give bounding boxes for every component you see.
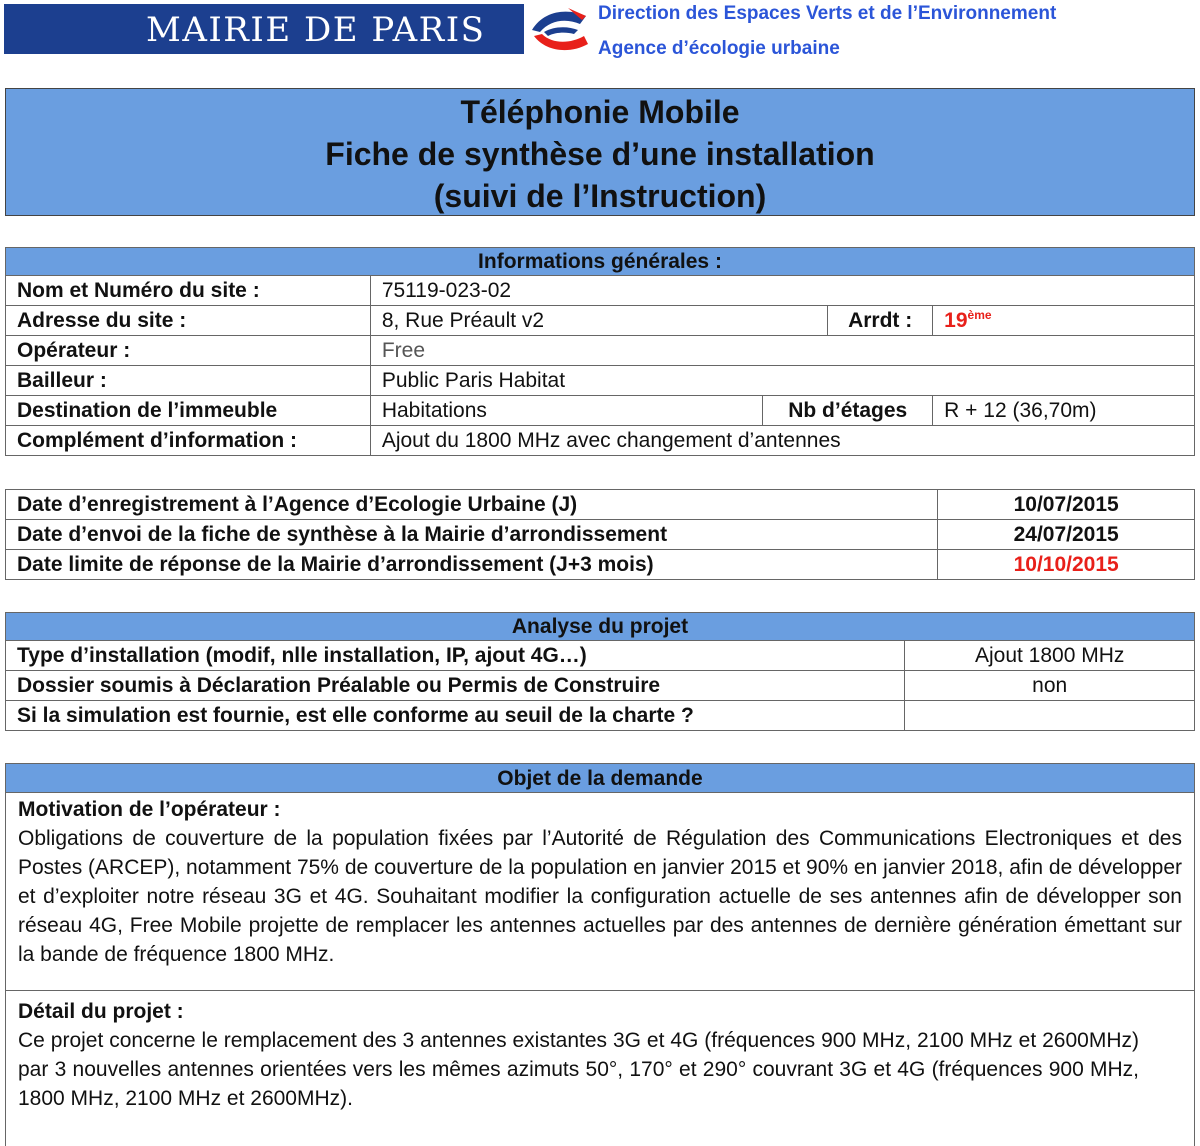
- analysis-heading: Analyse du projet: [6, 613, 1195, 641]
- bailleur-label: Bailleur :: [6, 366, 371, 396]
- general-info-heading: Informations générales :: [6, 248, 1195, 276]
- title-line-2: Fiche de synthèse d’une installation: [325, 136, 875, 172]
- installation-type-value: Ajout 1800 MHz: [905, 641, 1195, 671]
- floors-label: Nb d’étages: [763, 396, 933, 426]
- site-label: Nom et Numéro du site :: [6, 276, 371, 306]
- table-row: [6, 550, 1195, 580]
- table-row: [6, 701, 1195, 731]
- direction-name: Direction des Espaces Verts et de l’Environnement: [598, 3, 1057, 24]
- detail-title: Détail du projet :: [18, 1000, 184, 1023]
- destination-label: Destination de l’immeuble: [6, 396, 371, 426]
- arrdt-value-cell: [933, 306, 1195, 336]
- table-header-row: [6, 248, 1195, 276]
- sending-date-label: Date d’envoi de la fiche de synthèse à la Mairie d’arrondissement: [6, 520, 938, 550]
- table-row: [6, 366, 1195, 396]
- page-header: [0, 0, 1200, 70]
- deadline-date-label: Date limite de réponse de la Mairie d’arrondissement (J+3 mois): [6, 550, 938, 580]
- arrdt-label: Arrdt :: [828, 306, 933, 336]
- destination-value: Habitations: [370, 396, 762, 426]
- table-row: [6, 671, 1195, 701]
- agency-name: Agence d’écologie urbaine: [598, 38, 840, 59]
- arrdt-value: 19: [944, 309, 968, 332]
- simulation-label: Si la simulation est fournie, est elle conforme au seuil de la charte ?: [6, 701, 905, 731]
- dossier-value: non: [905, 671, 1195, 701]
- document-title: [5, 88, 1195, 216]
- complement-value: Ajout du 1800 MHz avec changement d’antennes: [370, 426, 1194, 456]
- arrdt-suffix: ème: [967, 308, 992, 322]
- request-object-heading: Objet de la demande: [6, 763, 1194, 793]
- mairie-de-paris-logo: [4, 4, 590, 54]
- table-row: [6, 336, 1195, 366]
- table-row: [6, 396, 1195, 426]
- general-info-table: [5, 247, 1195, 456]
- paris-ship-icon: [524, 4, 594, 58]
- sending-date-value: 24/07/2015: [938, 520, 1195, 550]
- request-object-section: [5, 763, 1195, 1146]
- motivation-text: Obligations de couverture de la population fixées par l’Autorité de Régulation des Communications Electroniques et des Postes (ARCEP), notamment 75% de couverture de la population en janvier 2015 et 90% en janvier 2018, afin de développer et d’exploiter notre réseau 3G et 4G. Souhaitant modifier la configuration actuelle de ses antennes afin de développer son réseau 4G, Free Mobile projette de remplacer les antennes actuelles par des antennes de dernière génération émettant sur la bande de fréquence 1800 MHz.: [18, 827, 1182, 966]
- address-value: 8, Rue Préault v2: [370, 306, 827, 336]
- dossier-label: Dossier soumis à Déclaration Préalable ou Permis de Construire: [6, 671, 905, 701]
- project-analysis-table: [5, 612, 1195, 731]
- table-row: [6, 641, 1195, 671]
- table-header-row: [6, 613, 1195, 641]
- floors-value: R + 12 (36,70m): [933, 396, 1195, 426]
- deadline-date-value: 10/10/2015: [938, 550, 1195, 580]
- title-line-1: Téléphonie Mobile: [460, 94, 740, 130]
- table-row: [6, 490, 1195, 520]
- bailleur-value: Public Paris Habitat: [370, 366, 1194, 396]
- registration-date-value: 10/07/2015: [938, 490, 1195, 520]
- section-divider: [6, 977, 1194, 991]
- logo-text: MAIRIE DE PARIS: [146, 10, 486, 50]
- table-row: [6, 276, 1195, 306]
- complement-label: Complément d’information :: [6, 426, 371, 456]
- title-line-3: (suivi de l’Instruction): [433, 178, 767, 214]
- table-row: [6, 426, 1195, 456]
- table-row: [6, 520, 1195, 550]
- address-label: Adresse du site :: [6, 306, 371, 336]
- motivation-title: Motivation de l’opérateur :: [18, 798, 281, 821]
- registration-date-label: Date d’enregistrement à l’Agence d’Ecologie Urbaine (J): [6, 490, 938, 520]
- installation-type-label: Type d’installation (modif, nlle installation, IP, ajout 4G…): [6, 641, 905, 671]
- operator-label: Opérateur :: [6, 336, 371, 366]
- site-value: 75119-023-02: [370, 276, 1194, 306]
- simulation-value: [905, 701, 1195, 731]
- detail-text: Ce projet concerne le remplacement des 3 antennes existantes 3G et 4G (fréquences 900 MHz, 2100 MHz et 2600MHz) par 3 nouvelles antennes orientées vers les mêmes azimuts 50°, 170° et 290° couvrant 3G et 4G (fréquences 900 MHz, 1800 MHz, 2100 MHz et 2600MHz).: [18, 1029, 1139, 1110]
- table-row: [6, 306, 1195, 336]
- dates-table: [5, 489, 1195, 580]
- operator-value: Free: [370, 336, 1194, 366]
